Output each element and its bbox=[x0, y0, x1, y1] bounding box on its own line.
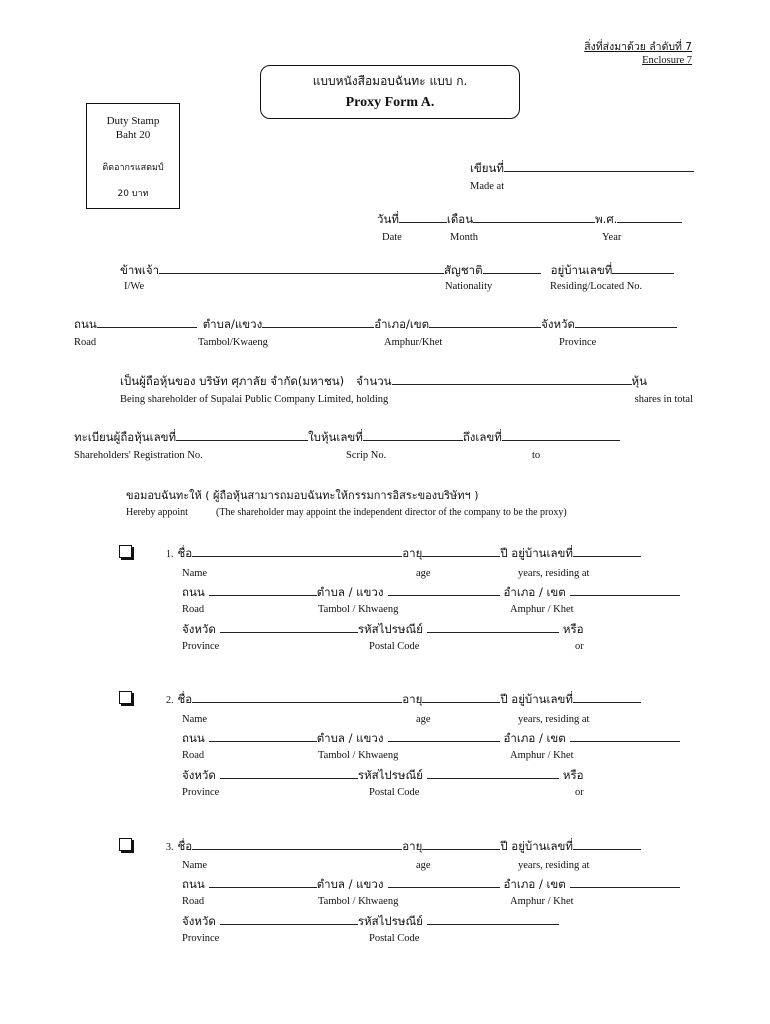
tambol-label: Tambol/Kwaeng bbox=[198, 337, 268, 348]
proxy-3-years-label-thai: ปี อยู่บ้านเลขที่ bbox=[500, 839, 573, 853]
proxy-2-name-field[interactable] bbox=[192, 701, 402, 703]
proxy-3-tambol-field[interactable] bbox=[388, 886, 500, 888]
month-label-thai: เดือน bbox=[446, 212, 474, 226]
proxy-3-checkbox[interactable] bbox=[119, 838, 132, 851]
proxy-2-province-label-thai: จังหวัด bbox=[182, 768, 216, 782]
proxy-3-age-label-thai: อายุ bbox=[402, 839, 423, 853]
to-label: to bbox=[532, 450, 541, 461]
enclosure-thai: สิ่งที่ส่งมาด้วย ลำดับที่ 7 bbox=[584, 41, 692, 53]
day-field[interactable] bbox=[399, 221, 447, 223]
proxy-1-name-row bbox=[166, 545, 641, 563]
proxy-1-amphur-label-thai: อำเภอ / เขต bbox=[503, 585, 566, 599]
proxy-3-postal-field[interactable] bbox=[427, 923, 559, 925]
amphur-label: Amphur/Khet bbox=[384, 337, 443, 348]
proxy-2-number: 2. bbox=[166, 695, 174, 706]
stamp-value: Baht 20 bbox=[115, 129, 151, 141]
stamp-value-thai: 20 บาท bbox=[117, 189, 149, 199]
form-title-english: Proxy Form A. bbox=[345, 95, 435, 110]
made-at-label-thai: เขียนที่ bbox=[470, 161, 504, 175]
proxy-1-tambol-label-thai: ตำบล / แขวง bbox=[316, 585, 384, 599]
province-label-thai: จังหวัด bbox=[541, 317, 575, 331]
proxy-1-amphur-label: Amphur / Khet bbox=[510, 604, 574, 615]
proxy-3-name-label: Name bbox=[182, 860, 208, 871]
appoint-note: (The shareholder may appoint the independent director of the company to be the proxy) bbox=[216, 507, 567, 518]
registration-label: Shareholders' Registration No. bbox=[74, 450, 203, 461]
appoint-label: Hereby appoint bbox=[126, 507, 188, 518]
proxy-1-checkbox[interactable] bbox=[119, 545, 132, 558]
proxy-1-postal-label-thai: รหัสไปรษณีย์ bbox=[357, 622, 423, 636]
proxy-2-road-label: Road bbox=[182, 750, 205, 761]
proxy-1-road-field[interactable] bbox=[209, 594, 317, 596]
residing-field[interactable] bbox=[612, 272, 674, 274]
scrip-label-thai: ใบหุ้นเลขที่ bbox=[308, 430, 363, 444]
proxy-2-road-label-thai: ถนน bbox=[182, 731, 205, 745]
proxy-2-road-field[interactable] bbox=[209, 740, 317, 742]
proxy-3-name-field[interactable] bbox=[192, 848, 402, 850]
proxy-3-province-label-thai: จังหวัด bbox=[182, 914, 216, 928]
proxy-2-house-field[interactable] bbox=[573, 701, 641, 703]
proxy-2-amphur-label-thai: อำเภอ / เขต bbox=[503, 731, 566, 745]
proxy-1-province-label-thai: จังหวัด bbox=[182, 622, 216, 636]
proxy-1-province-row bbox=[182, 621, 584, 639]
stamp-label: Duty Stamp bbox=[106, 115, 160, 127]
year-field[interactable] bbox=[617, 221, 682, 223]
enclosure-english: Enclosure 7 bbox=[642, 55, 692, 66]
registration-label-thai: ทะเบียนผู้ถือหุ้นเลขที่ bbox=[74, 430, 177, 444]
proxy-2-age-label: age bbox=[416, 714, 431, 725]
proxy-3-amphur-label-thai: อำเภอ / เขต bbox=[503, 877, 566, 891]
proxy-1-name-field[interactable] bbox=[192, 555, 402, 557]
proxy-2-postal-label: Postal Code bbox=[369, 787, 420, 798]
scrip-field[interactable] bbox=[363, 439, 463, 441]
proxy-2-tambol-field[interactable] bbox=[388, 740, 500, 742]
month-field[interactable] bbox=[473, 221, 595, 223]
proxy-1-house-field[interactable] bbox=[573, 555, 641, 557]
proxy-1-province-label: Province bbox=[182, 641, 220, 652]
proxy-2-age-field[interactable] bbox=[422, 701, 500, 703]
proxy-1-name-label-thai: ชื่อ bbox=[177, 546, 193, 560]
form-title-thai: แบบหนังสือมอบฉันทะ แบบ ก. bbox=[312, 74, 468, 88]
proxy-1-address-row bbox=[182, 584, 680, 602]
proxy-2-postal-label-thai: รหัสไปรษณีย์ bbox=[357, 768, 423, 782]
amphur-field[interactable] bbox=[429, 326, 541, 328]
tambol-label-thai: ตำบล/แขวง bbox=[202, 317, 263, 331]
proxy-3-province-row bbox=[182, 913, 559, 931]
proxy-2-postal-field[interactable] bbox=[427, 777, 559, 779]
tambol-field[interactable] bbox=[262, 326, 374, 328]
date-row bbox=[377, 211, 682, 229]
proxy-1-age-field[interactable] bbox=[422, 555, 500, 557]
proxy-1-postal-field[interactable] bbox=[427, 631, 559, 633]
proxy-3-years-label: years, residing at bbox=[518, 860, 590, 871]
proxy-1-province-field[interactable] bbox=[220, 631, 358, 633]
proxy-3-postal-label-thai: รหัสไปรษณีย์ bbox=[357, 914, 423, 928]
iwe-label: I/We bbox=[124, 281, 145, 292]
proxy-2-or-label-thai: หรือ bbox=[562, 768, 584, 782]
proxy-3-road-label-thai: ถนน bbox=[182, 877, 205, 891]
proxy-2-tambol-label: Tambol / Khwaeng bbox=[318, 750, 399, 761]
scrip-label: Scrip No. bbox=[346, 450, 387, 461]
proxy-1-age-label-thai: อายุ bbox=[402, 546, 423, 560]
proxy-2-name-label: Name bbox=[182, 714, 208, 725]
month-label: Month bbox=[450, 232, 479, 243]
proxy-1-tambol-label: Tambol / Khwaeng bbox=[318, 604, 399, 615]
proxy-2-or-label: or bbox=[575, 787, 584, 798]
proxy-3-age-label: age bbox=[416, 860, 431, 871]
shares-label-thai: หุ้น bbox=[631, 374, 647, 388]
amount-field[interactable] bbox=[392, 383, 632, 385]
proxy-2-province-row bbox=[182, 767, 584, 785]
registration-field[interactable] bbox=[176, 439, 308, 441]
proxy-3-road-field[interactable] bbox=[209, 886, 317, 888]
amount-label-thai: จำนวน bbox=[356, 374, 392, 388]
proxy-3-tambol-label: Tambol / Khwaeng bbox=[318, 896, 399, 907]
iwe-label-thai: ข้าพเจ้า bbox=[120, 263, 160, 277]
road-label-thai: ถนน bbox=[74, 317, 97, 331]
duty-stamp-box bbox=[86, 103, 180, 209]
made-at-field[interactable] bbox=[504, 170, 694, 172]
proxy-3-address-row bbox=[182, 876, 680, 894]
proxy-2-amphur-label: Amphur / Khet bbox=[510, 750, 574, 761]
proxy-2-years-label: years, residing at bbox=[518, 714, 590, 725]
day-label-thai: วันที่ bbox=[377, 212, 399, 226]
made-at-row bbox=[470, 160, 694, 178]
proxy-1-years-label-thai: ปี อยู่บ้านเลขที่ bbox=[500, 546, 573, 560]
proxy-2-years-label-thai: ปี อยู่บ้านเลขที่ bbox=[500, 692, 573, 706]
proxy-1-or-label-thai: หรือ bbox=[562, 622, 584, 636]
proxy-1-road-label: Road bbox=[182, 604, 205, 615]
proxy-3-province-field[interactable] bbox=[220, 923, 358, 925]
proxy-3-house-field[interactable] bbox=[573, 848, 641, 850]
nationality-label: Nationality bbox=[445, 281, 493, 292]
nationality-field[interactable] bbox=[483, 272, 541, 274]
proxy-1-name-label: Name bbox=[182, 568, 208, 579]
form-title-box bbox=[260, 65, 520, 119]
proxy-3-road-label: Road bbox=[182, 896, 205, 907]
proxy-2-name-row bbox=[166, 691, 641, 709]
proxy-1-or-label: or bbox=[575, 641, 584, 652]
proxy-3-province-label: Province bbox=[182, 933, 220, 944]
proxy-1-postal-label: Postal Code bbox=[369, 641, 420, 652]
shareholder-row bbox=[120, 373, 647, 391]
stamp-label-thai: ติดอากรแสตมป์ bbox=[102, 163, 164, 173]
residing-label-thai: อยู่บ้านเลขที่ bbox=[550, 263, 613, 277]
appoint-label-thai: ขอมอบฉันทะให้ ( ผู้ถือหุ้นสามารถมอบฉันทะให้กรรมการอิสระของบริษัทฯ ) bbox=[126, 489, 479, 502]
year-label: Year bbox=[602, 232, 622, 243]
road-field[interactable] bbox=[97, 326, 197, 328]
amphur-label-thai: อำเภอ/เขต bbox=[374, 317, 430, 331]
proxy-3-name-row bbox=[166, 838, 641, 856]
proxy-2-amphur-field[interactable] bbox=[570, 740, 680, 742]
registration-row bbox=[74, 429, 620, 447]
proxy-1-road-label-thai: ถนน bbox=[182, 585, 205, 599]
iwe-row bbox=[120, 262, 674, 280]
proxy-1-tambol-field[interactable] bbox=[388, 594, 500, 596]
proxy-3-amphur-field[interactable] bbox=[570, 886, 680, 888]
proxy-3-name-label-thai: ชื่อ bbox=[177, 839, 193, 853]
road-label: Road bbox=[74, 337, 97, 348]
proxy-2-checkbox[interactable] bbox=[119, 691, 132, 704]
shares-total-label: shares in total bbox=[634, 394, 693, 405]
proxy-3-amphur-label: Amphur / Khet bbox=[510, 896, 574, 907]
province-field[interactable] bbox=[575, 326, 677, 328]
proxy-2-province-field[interactable] bbox=[220, 777, 358, 779]
nationality-label-thai: สัญชาติ bbox=[444, 263, 483, 277]
proxy-2-age-label-thai: อายุ bbox=[402, 692, 423, 706]
to-field[interactable] bbox=[502, 439, 620, 441]
address-row bbox=[74, 316, 677, 334]
proxy-2-tambol-label-thai: ตำบล / แขวง bbox=[316, 731, 384, 745]
residing-label: Residing/Located No. bbox=[550, 281, 643, 292]
province-label: Province bbox=[559, 337, 597, 348]
proxy-2-name-label-thai: ชื่อ bbox=[177, 692, 193, 706]
year-label-thai: พ.ศ. bbox=[595, 212, 618, 226]
proxy-3-postal-label: Postal Code bbox=[369, 933, 420, 944]
date-label: Date bbox=[382, 232, 402, 243]
proxy-3-tambol-label-thai: ตำบล / แขวง bbox=[316, 877, 384, 891]
proxy-1-years-label: years, residing at bbox=[518, 568, 590, 579]
to-label-thai: ถึงเลขที่ bbox=[462, 430, 502, 444]
proxy-2-province-label: Province bbox=[182, 787, 220, 798]
made-at-label: Made at bbox=[470, 181, 505, 192]
proxy-1-amphur-field[interactable] bbox=[570, 594, 680, 596]
shareholder-label-thai: เป็นผู้ถือหุ้นของ บริษัท ศุภาลัย จำกัด(มหาชน) bbox=[120, 374, 345, 388]
iwe-field[interactable] bbox=[159, 272, 444, 274]
proxy-1-number: 1. bbox=[166, 549, 174, 560]
proxy-2-address-row bbox=[182, 730, 680, 748]
proxy-1-age-label: age bbox=[416, 568, 431, 579]
proxy-3-age-field[interactable] bbox=[422, 848, 500, 850]
proxy-3-number: 3. bbox=[166, 842, 174, 853]
shareholder-label: Being shareholder of Supalai Public Company Limited, holding bbox=[120, 394, 389, 405]
